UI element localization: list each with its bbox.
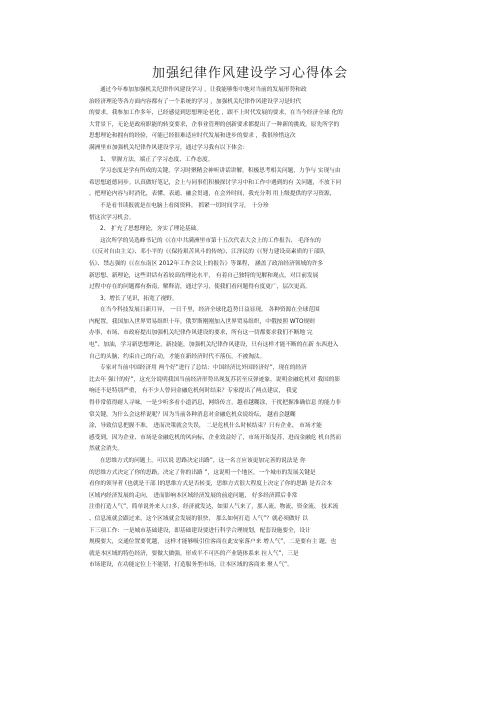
paragraph-line: ，把理论内容与时消化，表懂、表通、融会贯通，在会外时间，我充分利 用上级提供的学习资源，	[89, 191, 336, 198]
paragraph-line: 《《反对自由主义》、邓小平的《《保持艰苦风斗的传统》、江泽民的《《努力建设高素质的干部队	[89, 249, 325, 256]
paragraph-line: 感受到，因为企业、市场是金融危机的风向标，企业效益好了，市场开始复苏，进而金融危 机自然而	[89, 434, 342, 441]
paragraph-line: 过程中存在的问题都有指南，解释清，通过学习，使我们看问题得有度更广，层次更高。	[89, 284, 311, 291]
paragraph-line: 伍》、禁志强的《《在东南区 2012年工作会议上的报告》等课程， 涵盖了政治经济领域的许多	[89, 260, 324, 267]
paragraph-line: 大背景下，无论是政府职能的转变要求，企事业管理的创新要求都提出了一种新的挑战，原先所学的	[89, 121, 340, 128]
paragraph-line: 在当今科技发展日新月异， 一日千里，经济全球化趋势日益显现， 各种资源在全球范围	[100, 307, 320, 314]
paragraph-line: 满洲里市加强机关纪律作风建设学习，通过学习我有以下体会：	[89, 144, 249, 151]
paragraph-line: 下三项工作：一是城市基础建设，即基础建设要进行科学合理规划，配套设施要全，设计	[89, 527, 311, 534]
paragraph-line: 区域内经济发展的走向， 进而影响本区域经济发展的前途问题， 好多经济滞后非常	[89, 492, 298, 499]
paragraph-line: 比去年 强计的好”，这充分说明我国当前经济形势出现复苏甚至反弹迹象，说明金融危机对 我国的影	[89, 376, 341, 383]
paragraph-line: 得非常值得耐人寻味，一是少听多看小道消息，网络传言，越看越糊涂，干扰把握准确信息 的能力非	[89, 400, 342, 407]
paragraph-line: 注重打造人气”，简单说外来人口多，经济就发达，如果人气来了，那人流、物流、资金流、 技术流	[89, 504, 339, 511]
paragraph-line: 涂，导致信息把握不准， 进而决策就会失误， 二是危机什么时候结束？只有企业、 市场才能	[89, 423, 322, 430]
paragraph-line: 思想理论和拥有的经验，可能已经很难适应时代发展和进步的要求 ，我很珍惜这次	[89, 133, 296, 140]
paragraph-line: 惜这次学习机会。	[89, 214, 135, 221]
paragraph-line: 规模要大，交通位置要优越， 这样才能够吸引住客商在此安家落户来 增人气”，二是要有主 题，也	[89, 539, 337, 546]
paragraph-line: 通过今年参加加强机关纪律作风建设学习 ，让我能够集中地对当前的发展形势和政	[100, 87, 307, 93]
paragraph-line: 希思想道德同步。认真做好笔记，会上与同事们积极探讨学习中和工作中遇到的有 关问题，不放下问	[89, 179, 342, 186]
paragraph-line: 市场建设，在功能定位上不能错，打造服务型市场，让本区域的客商来 聚人气”。	[89, 562, 293, 569]
paragraph-line: 就是本区域的特色经济，要做大做强，形成半不可匹的产业链体系来 拉人气”，三是	[89, 550, 299, 557]
paragraph-line: 办事，市场、市政府提出加强机关纪律作风建设的要求，所有这一切都要求我们不断地 完	[89, 330, 313, 337]
paragraph-line: 这次所学的吴选峰书记的《《在中共满洲里市第十五次代表大会上的工作报告、 毛泽东的	[100, 237, 321, 244]
paragraph-line: 学习态度是学有所成的关键，学习时聚精会神听讲话讲解，积极思考相关问题，力争与 实现与由	[100, 168, 341, 175]
paragraph-line: 响还不是特别严重， 有不少人曾问金融危机何时结束？专家提出了两点建议， 我觉	[89, 388, 298, 395]
paragraph-line: 、信息流就会跟过来，这个区域就会发展的很快， 那么如何打造 人气”？就必须做好 以	[89, 515, 308, 522]
paragraph-line: 新思想、新理论，这些讲话有着较高的理论水平， 有着自己独特的见解和观点，对目前发展	[89, 272, 319, 279]
paragraph-line: 不是看书读报就是在电脑上看阅资料， 抓紧一切时间学习， 十分珍	[100, 202, 269, 209]
section-heading: 3、增长了见识，拓宽了视野。	[100, 295, 178, 302]
paragraph-line: 在思维方式的问题上，可以说 思路决定出路”，这一名言应该更加完善的说法是 你	[100, 458, 306, 464]
paragraph-line: 电”、加油，学习新思想理论，新技能，加强机关纪律作风建设，只有这样才能不断的在新 东西进入	[89, 342, 339, 349]
paragraph-line: 的要求，我参加工作多年，已经感觉到思想理论老化 ，跟不上时代发展的要求，在当今经济全球 化的	[89, 110, 343, 117]
document-body	[89, 85, 414, 572]
paragraph-line: 内配置，我国加入世界贸易组织十年，俄罗斯刚刚加入世界贸易组织，中俄按照 WTO规则	[89, 318, 315, 325]
paragraph-line: 的思维方式决定了你的思路，决定了你的出路 ”，这说明一个地区，一个城市的发展关键是	[89, 469, 316, 476]
paragraph-line: 自己的头脑，约束自己的行动，才能在新经济时代不落伍，不被淘汰。	[89, 353, 266, 360]
document-title: 加强纪律作风建设学习心得体会	[151, 66, 348, 81]
section-heading: 2、 扩充了思想理论，夯实了理论基础。	[100, 226, 203, 233]
paragraph-line: 治经济理论等各方面内容都有了一个系统的学习 ，加强机关纪律作风建设学习是时代	[89, 98, 302, 105]
section-heading: 1、 掌握方法，端正了学习态度、工作态度。	[100, 156, 214, 163]
paragraph-line: 常关键，为什么会这样说呢？因为当前各种消息对金融危机众说纷纭， 越看会越糊	[89, 411, 296, 418]
paragraph-line: 然就会消失。	[89, 446, 124, 453]
paragraph-line: 专家对当前中国经济用 两个好”进行了总结：中国经济比外国经济好”，现在的经济	[100, 365, 307, 372]
paragraph-line: 看你的领导者 (也就是干部 )的思维方式是否转变，思维方式很大程度上决定了你的思路 是否合本	[89, 481, 333, 488]
